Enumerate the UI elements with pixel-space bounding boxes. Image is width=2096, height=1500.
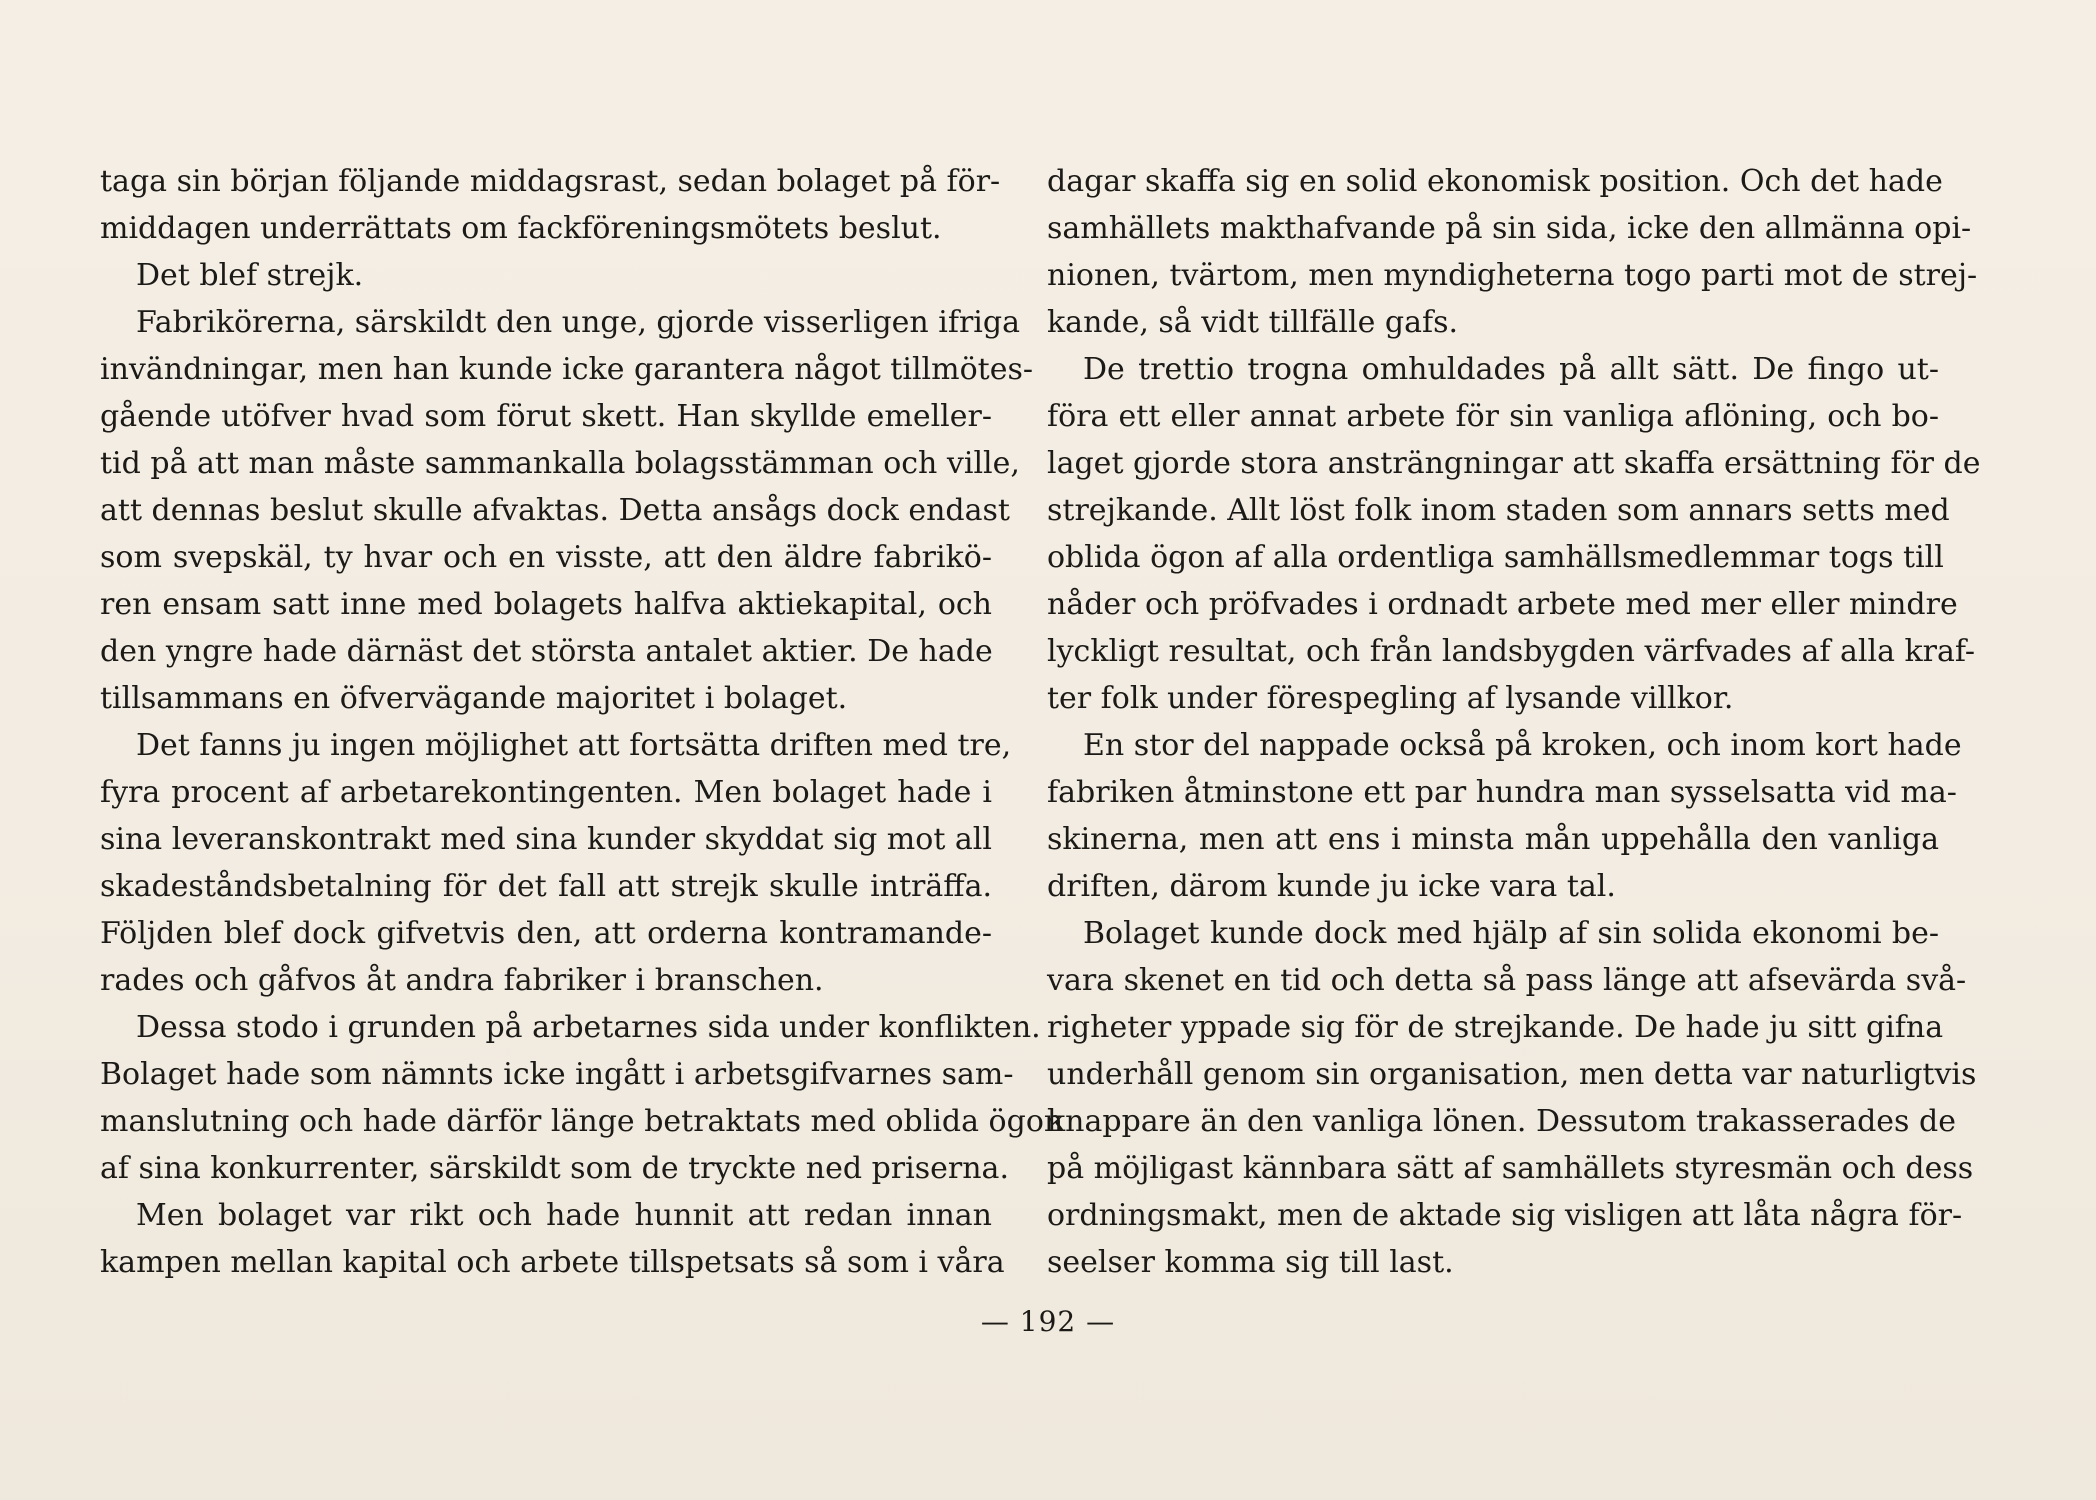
text-line: taga sin början följande middagsrast, sedan bolaget på för-: [100, 164, 1001, 199]
text-line: ordningsmakt, men de aktade sig visligen att låta några för-: [1047, 1198, 1963, 1233]
text-line: ren ensam satt inne med bolagets halfva aktiekapital, och: [100, 587, 992, 622]
text-line: ter folk under förespegling af lysande villkor.: [1047, 681, 1734, 716]
text-line: strejkande. Allt löst folk inom staden som annars setts med: [1047, 493, 1950, 528]
text-line: nionen, tvärtom, men myndigheterna togo parti mot de strej-: [1047, 258, 1978, 293]
text-line: De trettio trogna omhuldades på allt sätt. De fingo ut-: [1083, 352, 1939, 387]
text-line: föra ett eller annat arbete för sin vanliga aflöning, och bo-: [1047, 399, 1939, 434]
text-line: manslutning och hade därför länge betraktats med oblida ögon: [100, 1104, 1064, 1139]
text-line: skadeståndsbetalning för det fall att strejk skulle inträffa.: [100, 869, 992, 904]
text-line: kampen mellan kapital och arbete tillspetsats så som i våra: [100, 1245, 1005, 1280]
text-line: dagar skaffa sig en solid ekonomisk position. Och det hade: [1047, 164, 1943, 199]
text-line: af sina konkurrenter, särskildt som de tryckte ned priserna.: [100, 1151, 1009, 1186]
text-line: lyckligt resultat, och från landsbygden värfvades af alla kraf-: [1047, 634, 1976, 669]
text-line: vara skenet en tid och detta så pass länge att afsevärda svå-: [1047, 963, 1967, 998]
text-line: Bolaget hade som nämnts icke ingått i arbetsgifvarnes sam-: [100, 1057, 1014, 1092]
text-line: som svepskäl, ty hvar och en visste, att den äldre fabrikö-: [100, 540, 992, 575]
text-line: En stor del nappade också på kroken, och inom kort hade: [1083, 728, 1962, 763]
text-line: oblida ögon af alla ordentliga samhällsmedlemmar togs till: [1047, 540, 1944, 575]
text-line: laget gjorde stora ansträngningar att skaffa ersättning för de: [1047, 446, 1981, 481]
text-line: underhåll genom sin organisation, men detta var naturligtvis: [1047, 1057, 1977, 1092]
text-line: den yngre hade därnäst det största antalet aktier. De hade: [100, 634, 993, 669]
text-line: kande, så vidt tillfälle gafs.: [1047, 305, 1459, 340]
text-line: tillsammans en öfvervägande majoritet i bolaget.: [100, 681, 848, 716]
text-line: Fabrikörerna, särskildt den unge, gjorde visserligen ifriga: [136, 305, 1020, 340]
text-line: invändningar, men han kunde icke garantera något tillmötes-: [100, 352, 1033, 387]
text-line: att dennas beslut skulle afvaktas. Detta ansågs dock endast: [100, 493, 1010, 528]
text-line: seelser komma sig till last.: [1047, 1245, 1454, 1280]
text-line: på möjligast kännbara sätt af samhällets styresmän och dess: [1047, 1151, 1974, 1186]
text-line: Men bolaget var rikt och hade hunnit att redan innan: [136, 1198, 992, 1233]
text-line: Det blef strejk.: [136, 258, 364, 293]
text-line: Följden blef dock gifvetvis den, att orderna kontramande-: [100, 916, 992, 951]
text-line: gående utöfver hvad som förut skett. Han skyllde emeller-: [100, 399, 992, 434]
text-line: fabriken åtminstone ett par hundra man sysselsatta vid ma-: [1047, 775, 1957, 810]
text-line: nåder och pröfvades i ordnadt arbete med mer eller mindre: [1047, 587, 1958, 622]
text-line: samhällets makthafvande på sin sida, icke den allmänna opi-: [1047, 211, 1972, 246]
left-text-column: [100, 158, 1064, 1286]
page-number: — 192 —: [980, 1305, 1116, 1338]
text-line: Dessa stodo i grunden på arbetarnes sida under konflikten.: [136, 1010, 1041, 1045]
text-line: knappare än den vanliga lönen. Dessutom trakasserades de: [1047, 1104, 1956, 1139]
text-line: rades och gåfvos åt andra fabriker i branschen.: [100, 963, 824, 998]
text-line: Det fanns ju ingen möjlighet att fortsätta driften med tre,: [136, 728, 1012, 763]
text-line: righeter yppade sig för de strejkande. De hade ju sitt gifna: [1047, 1010, 1944, 1045]
text-line: driften, därom kunde ju icke vara tal.: [1047, 869, 1616, 904]
text-line: tid på att man måste sammankalla bolagsstämman och ville,: [100, 446, 1020, 481]
right-text-column: [1047, 158, 1981, 1286]
text-line: sina leveranskontrakt med sina kunder skyddat sig mot all: [100, 822, 992, 857]
text-line: middagen underrättats om fackföreningsmötets beslut.: [100, 211, 942, 246]
text-line: skinerna, men att ens i minsta mån uppehålla den vanliga: [1047, 822, 1939, 857]
text-line: Bolaget kunde dock med hjälp af sin solida ekonomi be-: [1083, 916, 1939, 951]
text-line: fyra procent af arbetarekontingenten. Men bolaget hade i: [100, 775, 992, 810]
